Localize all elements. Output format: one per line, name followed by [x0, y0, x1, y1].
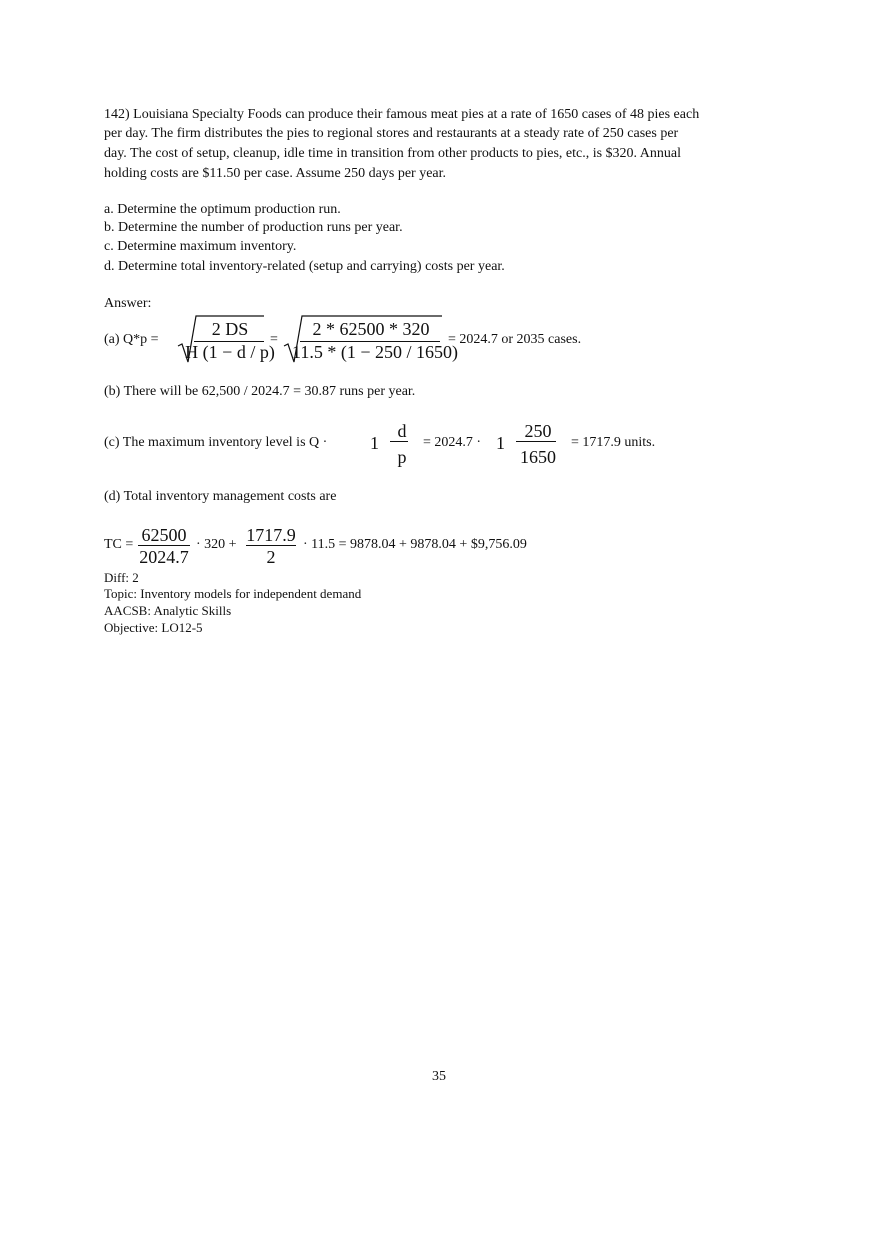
fraction-denominator: 1650 — [520, 447, 556, 467]
fraction-numerator: 2 * 62500 * 320 — [312, 319, 430, 339]
question-line: 142) Louisiana Specialty Foods can produce their famous meat pies at a rate of 1650 cases of 48 pies each — [104, 107, 700, 122]
answer-d-result: · 11.5 = 9878.04 + 9878.04 + $9,756.09 — [303, 537, 527, 552]
answer-label: Answer: — [104, 296, 152, 311]
question-line: per day. The firm distributes the pies to regional stores and restaurants at a steady rate of 250 cases per — [104, 126, 679, 141]
page-number: 35 — [432, 1069, 446, 1084]
part-b: b. Determine the number of production runs per year. — [104, 220, 403, 235]
difficulty: Diff: 2 — [104, 570, 139, 585]
answer-a-result: = 2024.7 or 2035 cases. — [448, 332, 582, 347]
answer-d-mid: · 320 + — [196, 537, 237, 552]
one: 1 — [370, 433, 379, 453]
objective: Objective: LO12-5 — [104, 620, 203, 635]
equals: = — [270, 332, 278, 347]
fraction-numerator: 1717.9 — [246, 525, 296, 545]
answer-b: (b) There will be 62,500 / 2024.7 = 30.87 runs per year. — [104, 384, 416, 399]
fraction-numerator: d — [397, 421, 407, 441]
answer-d-intro: (d) Total inventory management costs are — [104, 489, 337, 504]
answer-a-prefix: (a) Q*p = — [104, 332, 159, 347]
fraction-denominator: H (1 − d / p) — [185, 342, 275, 362]
question-line: holding costs are $11.50 per case. Assume 250 days per year. — [104, 166, 447, 181]
fraction-numerator: 250 — [524, 421, 552, 441]
fraction-numerator: 2 DS — [211, 319, 249, 339]
part-c: c. Determine maximum inventory. — [104, 239, 297, 254]
answer-c-prefix: (c) The maximum inventory level is Q · — [104, 435, 328, 450]
fraction-denominator: 2024.7 — [139, 547, 189, 567]
answer-d-prefix: TC = — [104, 537, 134, 552]
question-line: day. The cost of setup, cleanup, idle time in transition from other products to pies, etc., is $320. Annual — [104, 146, 681, 161]
topic: Topic: Inventory models for independent demand — [104, 586, 362, 601]
fraction-numerator: 62500 — [141, 525, 187, 545]
one: 1 — [496, 433, 505, 453]
fraction-denominator: 2 — [266, 547, 276, 567]
answer-c-result: = 1717.9 units. — [571, 435, 656, 450]
aacsb: AACSB: Analytic Skills — [104, 603, 232, 618]
answer-c-mid: = 2024.7 · — [423, 435, 482, 450]
fraction-denominator: 11.5 * (1 − 250 / 1650) — [292, 342, 458, 362]
fraction-denominator: p — [397, 447, 407, 467]
part-a: a. Determine the optimum production run. — [104, 202, 341, 217]
part-d: d. Determine total inventory-related (setup and carrying) costs per year. — [104, 259, 505, 274]
